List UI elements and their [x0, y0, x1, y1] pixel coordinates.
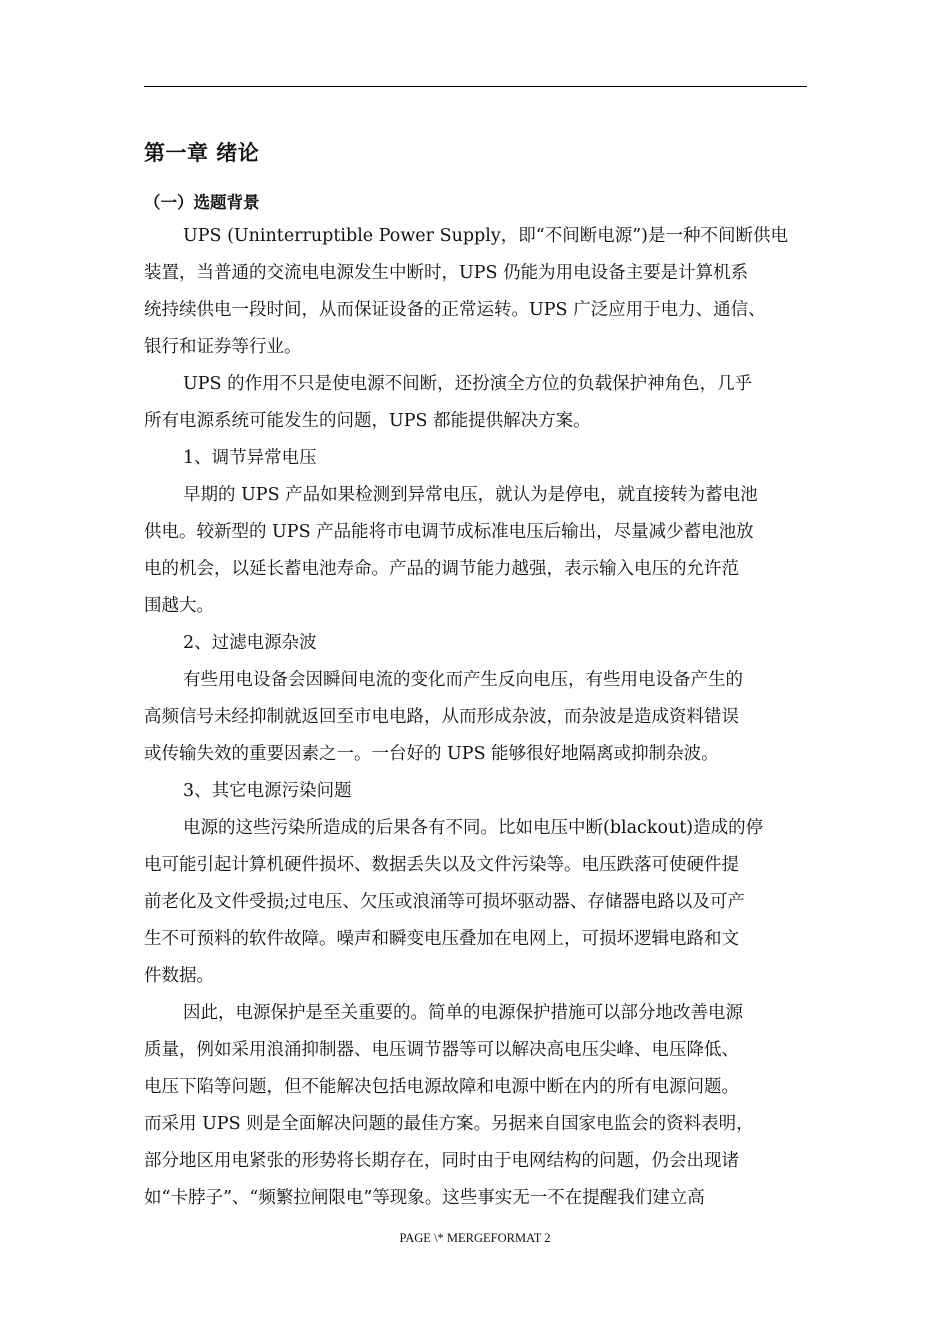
para4-line3: 或传输失效的重要因素之一。一台好的 UPS 能够很好地隔离或抑制杂波。: [144, 744, 719, 764]
para1-line2: 装置，当普通的交流电电源发生中断时，UPS 仍能为用电设备主要是计算机系: [144, 263, 749, 283]
page-footer: PAGE \* MERGEFORMAT 2: [399, 1231, 551, 1245]
para6-line5: 部分地区用电紧张的形势将长期存在，同时由于电网结构的问题，仍会出现诸: [144, 1151, 739, 1171]
para4-line1: 有些用电设备会因瞬间电流的变化而产生反向电压，有些用电设备产生的: [183, 670, 743, 690]
header-rule: [144, 86, 807, 87]
para5-line3: 前老化及文件受损;过电压、欠压或浪涌等可损坏驱动器、存储器电路以及可产: [144, 892, 745, 912]
para5-line5: 件数据。: [144, 966, 214, 986]
para5-line2: 电可能引起计算机硬件损坏、数据丢失以及文件污染等。电压跌落可使硬件提: [144, 855, 739, 875]
para1-line1: UPS (Uninterruptible Power Supply，即“不间断电源”)是一种不间断供电: [183, 226, 788, 246]
para1-line4: 银行和证券等行业。: [144, 337, 302, 357]
para5-line4: 生不可预料的软件故障。噪声和瞬变电压叠加在电网上，可损坏逻辑电路和文: [144, 929, 739, 949]
para6-line3: 电压下陷等问题，但不能解决包括电源故障和电源中断在内的所有电源问题。: [144, 1077, 739, 1097]
para3-line4: 围越大。: [144, 596, 214, 616]
para3-line1: 早期的 UPS 产品如果检测到异常电压，就认为是停电，就直接转为蓄电池: [183, 485, 758, 505]
subheading-2: 2、过滤电源杂波: [183, 633, 317, 653]
para6-line6: 如“卡脖子”、“频繁拉闸限电”等现象。这些事实无一不在提醒我们建立高: [144, 1188, 705, 1208]
para6-line2: 质量，例如采用浪涌抑制器、电压调节器等可以解决高电压尖峰、电压降低、: [144, 1040, 739, 1060]
para2-line1: UPS 的作用不只是使电源不间断，还扮演全方位的负载保护神角色，几乎: [183, 374, 753, 394]
para6-line4: 而采用 UPS 则是全面解决问题的最佳方案。另据来自国家电监会的资料表明，: [144, 1114, 754, 1134]
para5-line1: 电源的这些污染所造成的后果各有不同。比如电压中断(blackout)造成的停: [183, 818, 764, 838]
subheading-1: 1、调节异常电压: [183, 448, 317, 468]
para1-line3: 统持续供电一段时间，从而保证设备的正常运转。UPS 广泛应用于电力、通信、: [144, 300, 766, 320]
subheading-3: 3、其它电源污染问题: [183, 781, 352, 801]
section-title: （一）选题背景: [144, 193, 260, 212]
para3-line2: 供电。较新型的 UPS 产品能将市电调节成标准电压后输出，尽量减少蓄电池放: [144, 522, 754, 542]
chapter-title: 第一章 绪论: [144, 141, 260, 165]
para3-line3: 电的机会，以延长蓄电池寿命。产品的调节能力越强，表示输入电压的允许范: [144, 559, 739, 579]
para4-line2: 高频信号未经抑制就返回至市电电路，从而形成杂波，而杂波是造成资料错误: [144, 707, 739, 727]
para6-line1: 因此，电源保护是至关重要的。简单的电源保护措施可以部分地改善电源: [183, 1003, 743, 1023]
para2-line2: 所有电源系统可能发生的问题，UPS 都能提供解决方案。: [144, 411, 591, 431]
